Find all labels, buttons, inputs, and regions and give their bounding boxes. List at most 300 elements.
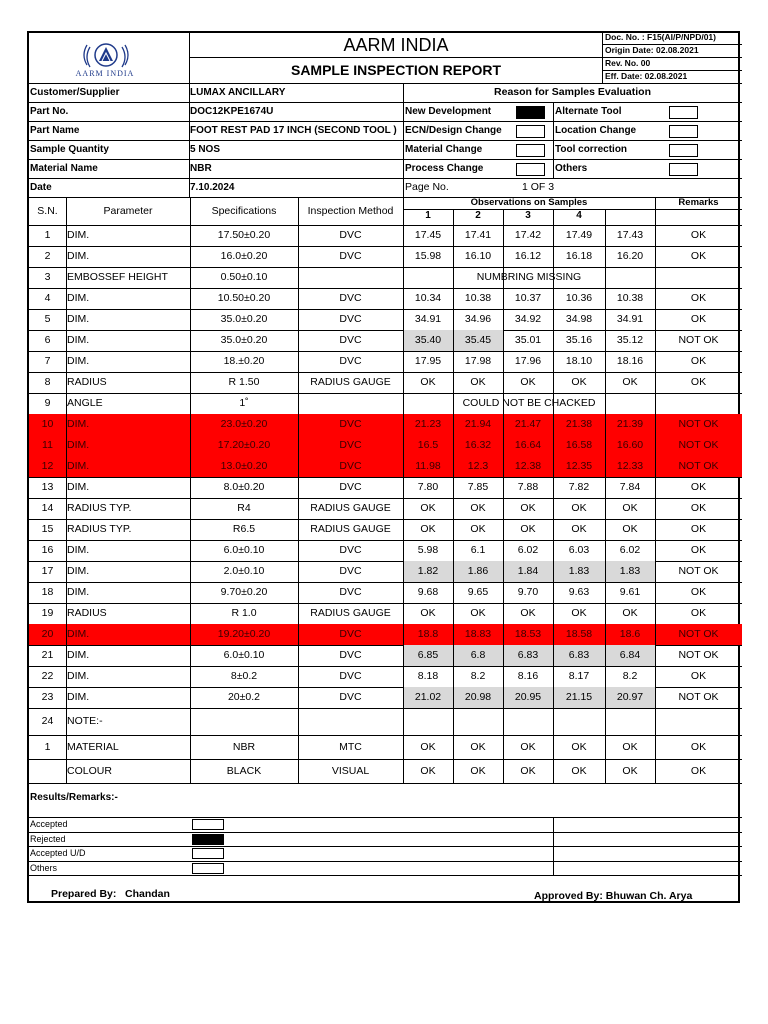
row-parameter: DIM. (67, 439, 90, 451)
row-observation: 6.85 (417, 649, 439, 661)
row-observation: 18.58 (565, 628, 593, 640)
row-remark: OK (690, 292, 707, 304)
result-option-label: Others (30, 862, 58, 873)
info-value: FOOT REST PAD 17 INCH (SECOND TOOL ) (190, 125, 397, 136)
row-inspection-method: DVC (339, 313, 362, 325)
row-inspection-method: DVC (339, 460, 362, 472)
row-sn: 24 (41, 715, 54, 727)
row-observation: 7.84 (619, 481, 641, 493)
row-remark: OK (690, 741, 707, 753)
row-observation: 11.98 (415, 460, 441, 472)
row-remark: OK (690, 607, 707, 619)
reason-option-label: Tool correction (555, 144, 628, 155)
result-checkbox[interactable] (192, 848, 224, 859)
row-observation: 16.5 (417, 439, 439, 451)
row-parameter: DIM. (67, 586, 90, 598)
reason-option-label: Others (555, 163, 588, 174)
row-remark: NOT OK (678, 628, 719, 640)
page-number-label: Page No. (405, 181, 449, 193)
row-remark: OK (690, 765, 707, 777)
row-remark: OK (690, 502, 707, 514)
report-title: SAMPLE INSPECTION REPORT (290, 62, 502, 78)
row-remark: OK (690, 313, 707, 325)
row-observation: OK (520, 502, 536, 514)
row-sn (29, 759, 66, 783)
row-inspection-method: RADIUS GAUGE (310, 607, 391, 619)
inspection-report-sheet (27, 31, 740, 903)
row-observation: 34.91 (414, 313, 442, 325)
row-observation: 9.63 (568, 586, 590, 598)
approved-by: Approved By: Bhuwan Ch. Arya (534, 890, 693, 902)
row-observation: 18.6 (619, 628, 641, 640)
row-parameter: DIM. (67, 334, 90, 346)
row-observation: 16.10 (464, 250, 492, 262)
row-observation: OK (622, 376, 638, 388)
result-checkbox[interactable] (192, 819, 224, 830)
row-observation: 20.97 (616, 691, 644, 703)
row-observation: 17.43 (616, 229, 644, 241)
row-observation: 7.85 (467, 481, 489, 493)
row-inspection-method: DVC (339, 628, 362, 640)
row-observation: 8.18 (417, 670, 439, 682)
prepared-by-label: Prepared By: (51, 888, 117, 900)
info-value: LUMAX ANCILLARY (190, 87, 286, 98)
row-remark: NOT OK (678, 565, 719, 577)
reason-option-label: Location Change (555, 125, 637, 136)
row-observation: 18.10 (565, 355, 593, 367)
row-observation: OK (420, 741, 436, 753)
row-inspection-method: DVC (339, 229, 362, 241)
row-sn: 17 (41, 565, 54, 577)
row-inspection-method (298, 393, 403, 414)
row-observation: OK (571, 765, 587, 777)
row-observation (403, 708, 453, 735)
row-observation: 12.33 (616, 460, 644, 472)
row-observation: 20.95 (514, 691, 542, 703)
origin-date: Origin Date: 02.08.2021 (605, 45, 699, 55)
row-parameter: DIM. (67, 250, 90, 262)
row-inspection-method: DVC (339, 250, 362, 262)
reason-checkbox[interactable] (669, 163, 698, 176)
row-inspection-method (298, 708, 403, 735)
row-inspection-method: RADIUS GAUGE (310, 523, 391, 535)
reason-option-label: Process Change (405, 163, 484, 174)
row-observation: 10.34 (414, 292, 442, 304)
row-observation: 12.3 (467, 460, 489, 472)
row-remark: NOT OK (678, 691, 719, 703)
row-observation: 1.83 (619, 565, 641, 577)
row-parameter: DIM. (67, 628, 90, 640)
row-observation: 5.98 (417, 544, 439, 556)
row-observation (605, 708, 655, 735)
sample-number-header: 3 (525, 210, 531, 221)
row-specification: 9.70±0.20 (220, 586, 268, 598)
row-specification: R 1.0 (231, 607, 257, 619)
row-observation: 21.47 (514, 418, 542, 430)
row-observation: 17.96 (514, 355, 542, 367)
info-value: NBR (190, 163, 212, 174)
row-parameter: DIM. (67, 418, 90, 430)
row-observation: 16.58 (565, 439, 593, 451)
row-inspection-method: DVC (339, 418, 362, 430)
row-parameter: NOTE:- (67, 715, 103, 727)
row-observation: OK (470, 523, 486, 535)
row-inspection-method: DVC (339, 586, 362, 598)
row-parameter: MATERIAL (67, 741, 119, 753)
row-observation: 21.15 (565, 691, 593, 703)
row-remark: OK (690, 586, 707, 598)
result-option-label: Accepted U/D (30, 848, 86, 858)
row-remark: NOT OK (678, 334, 719, 346)
row-parameter: DIM. (67, 670, 90, 682)
row-observation: OK (520, 765, 536, 777)
row-parameter: DIM. (67, 313, 90, 325)
row-observation: OK (571, 741, 587, 753)
row-sn: 15 (41, 523, 54, 535)
row-specification: 6.0±0.10 (223, 649, 265, 661)
row-sn: 6 (44, 334, 51, 346)
row-observation: 8.17 (568, 670, 590, 682)
row-observation: 7.80 (417, 481, 439, 493)
row-observation (503, 708, 553, 735)
row-observation: 17.98 (464, 355, 492, 367)
row-specification: 6.0±0.10 (223, 544, 265, 556)
row-sn: 21 (41, 649, 54, 661)
row-observation: 10.37 (514, 292, 542, 304)
row-sn: 11 (42, 439, 53, 451)
row-sn: 4 (44, 292, 51, 304)
row-observation: 6.8 (470, 649, 486, 661)
row-remark: OK (690, 376, 707, 388)
row-specification: 17.50±0.20 (217, 229, 271, 241)
row-observation: OK (571, 502, 587, 514)
company-name: AARM INDIA (343, 35, 449, 55)
row-observation: 34.98 (565, 313, 593, 325)
row-inspection-method: DVC (339, 355, 362, 367)
row-observation: 1.86 (467, 565, 489, 577)
row-parameter: RADIUS TYP. (67, 523, 132, 535)
row-inspection-method: VISUAL (331, 765, 370, 777)
row-observation: OK (571, 523, 587, 535)
row-sn: 16 (41, 544, 54, 556)
row-observation: 35.40 (414, 334, 442, 346)
row-sn: 8 (44, 376, 51, 388)
reason-option-label: Material Change (405, 144, 483, 155)
row-observation: 18.53 (514, 628, 542, 640)
col-header-inspection-method: Inspection Method (307, 205, 394, 217)
info-label: Date (30, 182, 52, 193)
reason-checkbox[interactable] (669, 125, 698, 138)
row-observation: 6.83 (568, 649, 590, 661)
info-label: Part Name (30, 125, 80, 136)
reason-checkbox[interactable] (516, 144, 545, 157)
row-sn: 5 (44, 313, 51, 325)
effective-date: Eff. Date: 02.08.2021 (605, 71, 688, 81)
row-parameter: DIM. (67, 649, 90, 661)
row-observation: 18.16 (616, 355, 644, 367)
reason-option-label: ECN/Design Change (405, 125, 502, 136)
row-inspection-method (298, 267, 403, 288)
row-sn: 18 (41, 586, 54, 598)
row-observation: OK (470, 765, 486, 777)
row-observation: 6.02 (619, 544, 641, 556)
row-observation: 17.41 (464, 229, 492, 241)
row-parameter: RADIUS (67, 607, 107, 619)
row-observation: 6.84 (619, 649, 641, 661)
row-observation: 10.38 (616, 292, 644, 304)
row-observation: OK (520, 741, 536, 753)
row-inspection-method: DVC (339, 481, 362, 493)
row-inspection-method: RADIUS GAUGE (310, 376, 391, 388)
row-parameter: DIM. (67, 565, 90, 577)
row-parameter: DIM. (67, 229, 90, 241)
row-observation: OK (520, 607, 536, 619)
row-observation: OK (622, 502, 638, 514)
prepared-by-name: Chandan (125, 888, 170, 900)
row-inspection-method: MTC (339, 741, 362, 753)
row-observation: 17.95 (414, 355, 442, 367)
row-observation: 17.42 (514, 229, 542, 241)
row-sn: 14 (41, 502, 54, 514)
row-observation: 16.20 (616, 250, 644, 262)
row-specification: 0.50±0.10 (220, 271, 268, 283)
sample-number-header: 2 (475, 210, 481, 221)
row-specification: NBR (232, 741, 256, 753)
row-sn: 2 (44, 250, 51, 262)
sample-number-header: 1 (425, 210, 431, 221)
row-observation: 9.70 (517, 586, 539, 598)
row-remark (655, 708, 742, 735)
row-observation: 35.16 (565, 334, 593, 346)
row-specification: 17.20±0.20 (217, 439, 271, 451)
row-parameter: DIM. (67, 355, 90, 367)
col-header-sn: S.N. (37, 205, 58, 217)
row-inspection-method: DVC (339, 649, 362, 661)
row-sn: 23 (41, 691, 54, 703)
row-observation: OK (470, 376, 486, 388)
row-observation (553, 708, 605, 735)
row-remark: OK (690, 250, 707, 262)
row-observation: 21.38 (565, 418, 593, 430)
row-remark: NOT OK (678, 460, 719, 472)
row-observation: 34.91 (616, 313, 644, 325)
reason-title: Reason for Samples Evaluation (494, 86, 651, 98)
row-specification: 35.0±0.20 (220, 334, 268, 346)
row-inspection-method: DVC (339, 691, 362, 703)
row-sn: 1 (44, 229, 51, 241)
row-observation: OK (622, 741, 638, 753)
row-remark: NOT OK (678, 439, 719, 451)
row-observation: 8.16 (517, 670, 539, 682)
row-observation: OK (420, 607, 436, 619)
row-observation: OK (622, 765, 638, 777)
row-remark: OK (690, 355, 707, 367)
row-observation: 15.98 (414, 250, 442, 262)
info-label: Material Name (30, 163, 98, 174)
row-observation: 8.2 (622, 670, 638, 682)
reason-checkbox[interactable] (516, 125, 545, 138)
row-inspection-method: DVC (339, 334, 362, 346)
row-sn: 1 (44, 741, 51, 753)
row-remark: OK (690, 670, 707, 682)
row-observation: 10.38 (464, 292, 492, 304)
logo-text: AARM INDIA (75, 69, 135, 78)
row-observation: 18.83 (464, 628, 492, 640)
row-observation: 16.60 (616, 439, 644, 451)
row-observation: 7.82 (568, 481, 590, 493)
row-remark: OK (690, 481, 707, 493)
info-value: DOC12KPE1674U (190, 106, 274, 117)
row-parameter: DIM. (67, 292, 90, 304)
row-observation: 21.94 (464, 418, 492, 430)
row-observation (453, 708, 503, 735)
row-observation: 35.12 (616, 334, 644, 346)
row-observation: 6.1 (470, 544, 486, 556)
row-observation: OK (470, 607, 486, 619)
row-observation: 10.36 (565, 292, 593, 304)
row-parameter: RADIUS TYP. (67, 502, 132, 514)
col-header-parameter: Parameter (103, 205, 153, 217)
row-parameter: RADIUS (67, 376, 107, 388)
row-observation: 35.01 (514, 334, 542, 346)
row-parameter: COLOUR (67, 765, 112, 777)
row-observation: 7.88 (517, 481, 539, 493)
row-sn: 22 (41, 670, 54, 682)
reason-checkbox[interactable] (516, 163, 545, 176)
info-label: Customer/Supplier (30, 87, 120, 98)
row-observation: OK (420, 376, 436, 388)
row-observation: 21.02 (414, 691, 442, 703)
row-specification: 8.0±0.20 (223, 481, 265, 493)
reason-checkbox[interactable] (669, 106, 698, 119)
row-observation: 18.8 (417, 628, 439, 640)
result-checkbox[interactable] (192, 834, 224, 845)
row-observation: 12.38 (514, 460, 542, 472)
row-observation: 8.2 (470, 670, 486, 682)
row-observation: OK (622, 523, 638, 535)
row-sn: 10 (41, 418, 54, 430)
row-parameter: DIM. (67, 691, 90, 703)
row-specification: R6.5 (232, 523, 256, 535)
row-observation: 16.32 (464, 439, 492, 451)
info-label: Sample Quantity (30, 144, 109, 155)
row-inspection-method: DVC (339, 565, 362, 577)
info-value: 7.10.2024 (190, 182, 235, 193)
row-sn: 12 (41, 460, 54, 472)
row-specification: R4 (237, 502, 251, 514)
row-specification: 2.0±0.10 (223, 565, 265, 577)
row-observation: 34.96 (464, 313, 492, 325)
row-sn: 20 (41, 628, 54, 640)
row-observation: 17.49 (565, 229, 593, 241)
row-specification: 16.0±0.20 (220, 250, 268, 262)
row-inspection-method: RADIUS GAUGE (310, 502, 391, 514)
row-observation: 21.39 (616, 418, 644, 430)
row-remark: NOT OK (678, 649, 719, 661)
result-checkbox[interactable] (192, 863, 224, 874)
row-observation: 6.83 (517, 649, 539, 661)
info-value: 5 NOS (190, 144, 221, 155)
row-observation: OK (520, 376, 536, 388)
row-observation: OK (470, 741, 486, 753)
row-observation: OK (571, 376, 587, 388)
row-observation: 9.65 (467, 586, 489, 598)
reason-checkbox[interactable] (516, 106, 545, 119)
row-observation: OK (420, 765, 436, 777)
row-merged-observation: COULD NOT BE CHACKED (462, 397, 596, 409)
row-observation: 1.84 (517, 565, 539, 577)
row-specification (190, 708, 298, 735)
row-specification: BLACK (226, 765, 262, 777)
row-inspection-method: DVC (339, 292, 362, 304)
results-title: Results/Remarks:- (30, 792, 118, 803)
row-observation: 1.83 (568, 565, 590, 577)
row-sn: 13 (41, 481, 54, 493)
revision-number: Rev. No. 00 (605, 58, 651, 68)
row-observation: OK (420, 523, 436, 535)
row-sn: 9 (44, 397, 51, 409)
row-observation: 16.12 (514, 250, 542, 262)
row-remark: OK (690, 544, 707, 556)
row-observation: 16.18 (565, 250, 593, 262)
row-sn: 7 (44, 355, 51, 367)
col-header-specifications: Specifications (211, 205, 277, 217)
row-remark: OK (690, 523, 707, 535)
row-specification: 19.20±0.20 (217, 628, 271, 640)
row-observation: OK (520, 523, 536, 535)
reason-option-label: Alternate Tool (555, 106, 622, 117)
row-remark (655, 267, 742, 288)
col-header-observations: Observations on Samples (470, 197, 588, 208)
row-specification: 13.0±0.20 (220, 460, 268, 472)
result-option-label: Accepted (30, 819, 68, 829)
result-option-label: Rejected (30, 833, 66, 844)
row-observation: OK (622, 607, 638, 619)
row-parameter: DIM. (67, 481, 90, 493)
row-inspection-method: DVC (339, 670, 362, 682)
row-remark: OK (690, 229, 707, 241)
reason-checkbox[interactable] (669, 144, 698, 157)
row-observation: OK (470, 502, 486, 514)
row-observation: 9.61 (619, 586, 641, 598)
row-remark: NOT OK (678, 418, 719, 430)
row-parameter: DIM. (67, 544, 90, 556)
row-observation: 34.92 (514, 313, 542, 325)
col-header-remarks: Remarks (678, 197, 719, 208)
row-observation: 6.02 (517, 544, 539, 556)
row-inspection-method: DVC (339, 544, 362, 556)
row-observation: OK (571, 607, 587, 619)
row-observation: 1.82 (417, 565, 439, 577)
row-specification: 10.50±0.20 (217, 292, 271, 304)
reason-option-label: New Development (405, 106, 492, 117)
row-sn: 3 (44, 271, 51, 283)
row-observation: 9.68 (417, 586, 439, 598)
row-observation: 21.23 (414, 418, 442, 430)
info-label: Part No. (30, 106, 69, 117)
row-sn: 19 (41, 607, 54, 619)
row-observation: 6.03 (568, 544, 590, 556)
row-parameter: EMBOSSEF HEIGHT (67, 271, 168, 283)
doc-number: Doc. No. : F15(AI/P/NPD/01) (605, 32, 716, 42)
row-specification: 20±0.2 (227, 691, 261, 703)
row-specification: 18.±0.20 (223, 355, 265, 367)
row-observation: 12.35 (565, 460, 593, 472)
row-parameter: ANGLE (67, 397, 103, 409)
row-specification: R 1.50 (228, 376, 260, 388)
row-specification: 1˚ (239, 397, 249, 409)
row-observation: OK (420, 502, 436, 514)
